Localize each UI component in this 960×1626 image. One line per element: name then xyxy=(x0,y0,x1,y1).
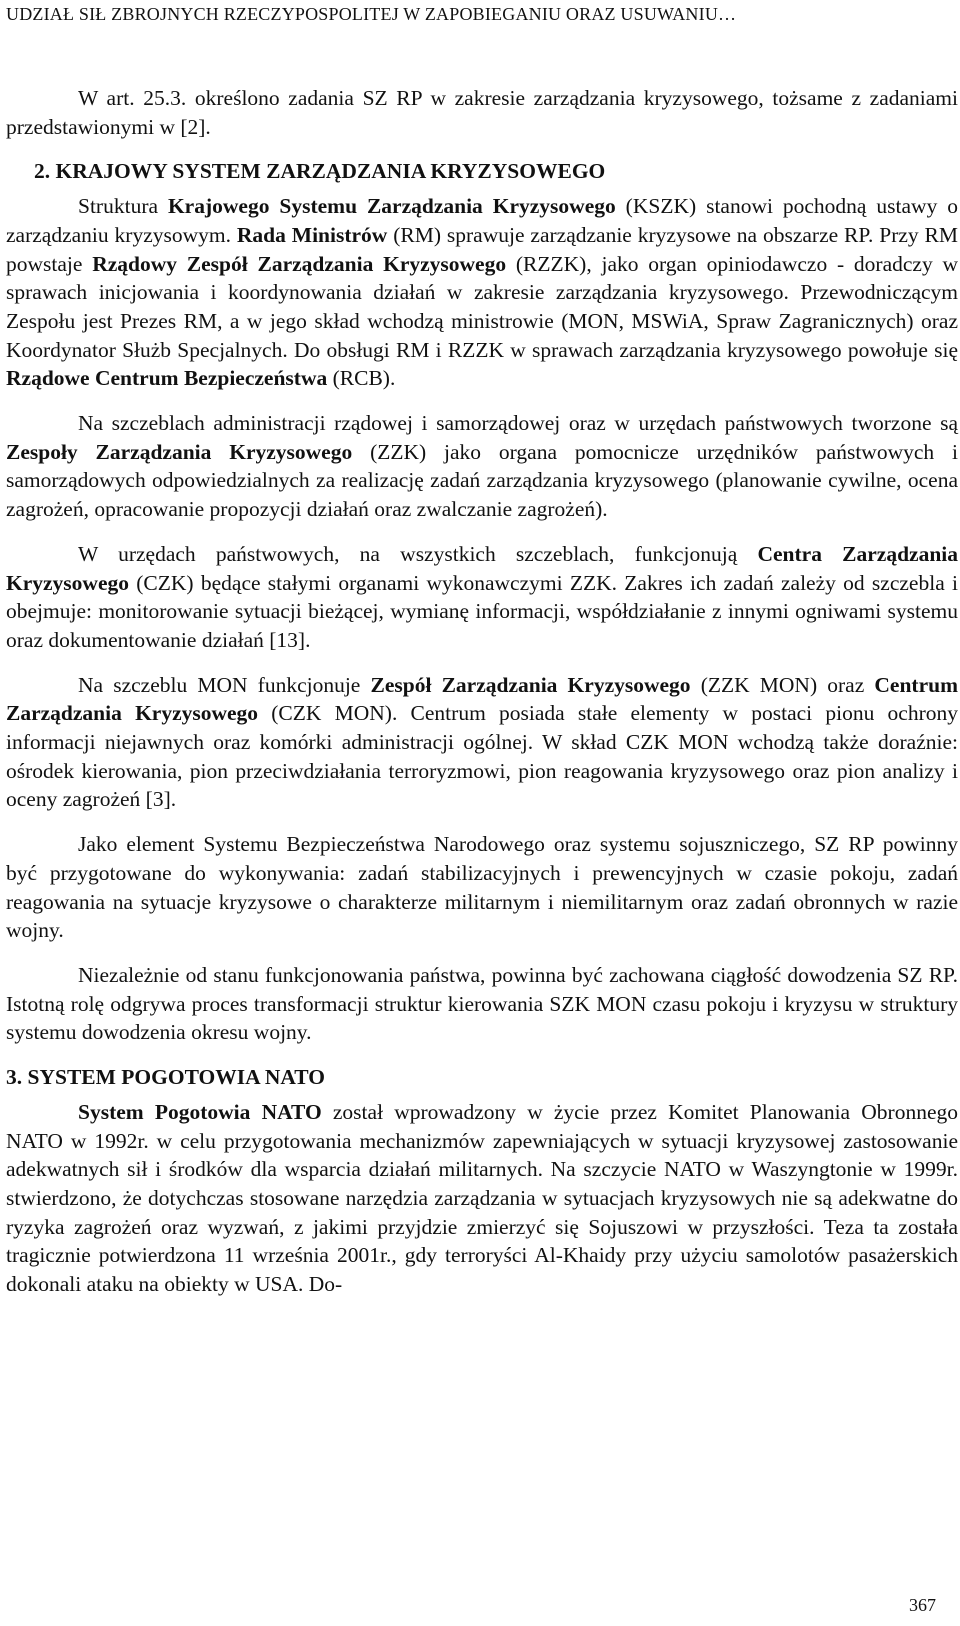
section-3-heading: 3. SYSTEM POGOTOWIA NATO xyxy=(6,1065,325,1090)
section-2-paragraph-3: W urzędach państwowych, na wszystkich szczeblach, funkcjonują Centra Zarządzania Kryzysowego (CZK) będące stałymi organami wykonawczymi ZZK. Zakres ich zadań zależy od szczebla i obejmuje: monitorowanie sytuacji bieżącej, wymianę informacji, współdziałanie z innymi ogniwami systemu oraz dokumentowanie działań [13]. xyxy=(6,541,958,652)
bold-term: Krajowego Systemu Zarządzania Kryzysowego xyxy=(167,194,616,219)
section-2-paragraph-1: Struktura Krajowego Systemu Zarządzania Kryzysowego (KSZK) stanowi pochodną ustawy o zarządzaniu kryzysowym. Rada Ministrów (RM) sprawuje zarządzanie kryzysowe na obszarze RP. Przy RM powstaje Rządowy Zespół Zarządzania Kryzysowego (RZZK), jako organ opiniodawczo - doradczy w sprawach inicjowania i koordynowania działań w zakresie zarządzania kryzysowego. Przewodniczącym Zespołu jest Prezes RM, a w jego skład wchodzą ministrowie (MON, MSWiA, Spraw Zagranicznych) oraz Koordynator Służb Specjalnych. Do obsługi RM i RZZK w sprawach zarządzania kryzysowego powołuje się Rządowe Centrum Bezpieczeństwa (RCB). xyxy=(6,194,959,391)
section-2-paragraph-5: Jako element Systemu Bezpieczeństwa Narodowego oraz systemu sojuszniczego, SZ RP powinny być przygotowane do wykonywania: zadań stabilizacyjnych i prewencyjnych w czasie pokoju, zadań reagowania na sytuacje kryzysowe o charakterze militarnym i niemilitarnym oraz zadań obronnych w razie wojny. xyxy=(6,832,958,943)
section-2-paragraph-2: Na szczeblach administracji rządowej i samorządowej oraz w urzędach państwowych tworzone są Zespoły Zarządzania Kryzysowego (ZZK) jako organa pomocnicze urzędników państwowych i samorządowych odpowiedzialnych za realizację zadań zarządzania kryzysowego (planowanie cywilne, ocena zagrożeń, opracowanie propozycji działań oraz zwalczanie zagrożeń). xyxy=(6,411,958,522)
page-body xyxy=(6,84,958,1315)
section-2-paragraph-6: Niezależnie od stanu funkcjonowania państwa, powinna być zachowana ciągłość dowodzenia SZ RP. Istotną rolę odgrywa proces transformacji struktur kierowania SZK MON czasu pokoju i kryzysu w struktury systemu dowodzenia okresu wojny. xyxy=(6,962,958,1045)
running-header: UDZIAŁ SIŁ ZBROJNYCH RZECZYPOSPOLITEJ W ZAPOBIEGANIU ORAZ USUWANIU… xyxy=(6,4,737,24)
page-number: 367 xyxy=(909,1595,936,1615)
bold-term: Rada Ministrów xyxy=(236,222,388,247)
bold-term: Rządowe Centrum Bezpieczeństwa xyxy=(6,366,328,391)
bold-term: System Pogotowia NATO xyxy=(78,1099,322,1124)
section-3-paragraph-1: System Pogotowia NATO został wprowadzony w życie przez Komitet Planowania Obronnego NATO w 1992r. w celu przygotowania mechanizmów zapewniających w sytuacji kryzysowej zastosowanie adekwatnych sił i środków dla wsparcia działań militarnych. Na szczycie NATO w Waszyngtonie w 1999r. stwierdzono, że dotychczas stosowane narzędzia zarządzania w sytuacjach kryzysowych nie są adekwatne do ryzyka zagrożeń oraz wyzwań, z jakimi przyjdzie zmierzyć się Sojuszowi w przyszłości. Teza ta została tragicznie potwierdzona 11 września 2001r., gdy terroryści Al-Khaidy przy użyciu samolotów pasażerskich dokonali ataku na obiekty w USA. Do- xyxy=(6,1099,958,1297)
intro-paragraph: W art. 25.3. określono zadania SZ RP w zakresie zarządzania kryzysowego, tożsame z zadaniami przedstawionymi w [2]. xyxy=(6,86,958,139)
bold-term: Zespoły Zarządzania Kryzysowego xyxy=(6,439,353,464)
bold-term: Centrum Zarządzania Kryzysowego xyxy=(6,672,958,726)
section-2-heading: 2. KRAJOWY SYSTEM ZARZĄDZANIA KRYZYSOWEGO xyxy=(34,159,606,184)
bold-term: Zespół Zarządzania Kryzysowego xyxy=(370,672,691,697)
bold-term: Centra Zarządzania Kryzysowego xyxy=(6,541,958,595)
bold-term: Rządowy Zespół Zarządzania Kryzysowego xyxy=(92,251,507,276)
section-2-paragraph-4: Na szczeblu MON funkcjonuje Zespół Zarządzania Kryzysowego (ZZK MON) oraz Centrum Zarządzania Kryzysowego (CZK MON). Centrum posiada stałe elementy w postaci pionu ochrony informacji niejawnych oraz komórki administracji ogólnej. W skład CZK MON wchodzą także doraźnie: ośrodek kierowania, pion przeciwdziałania terroryzmowi, pion reagowania kryzysowego oraz pion analizy i oceny zagrożeń [3]. xyxy=(6,672,958,812)
